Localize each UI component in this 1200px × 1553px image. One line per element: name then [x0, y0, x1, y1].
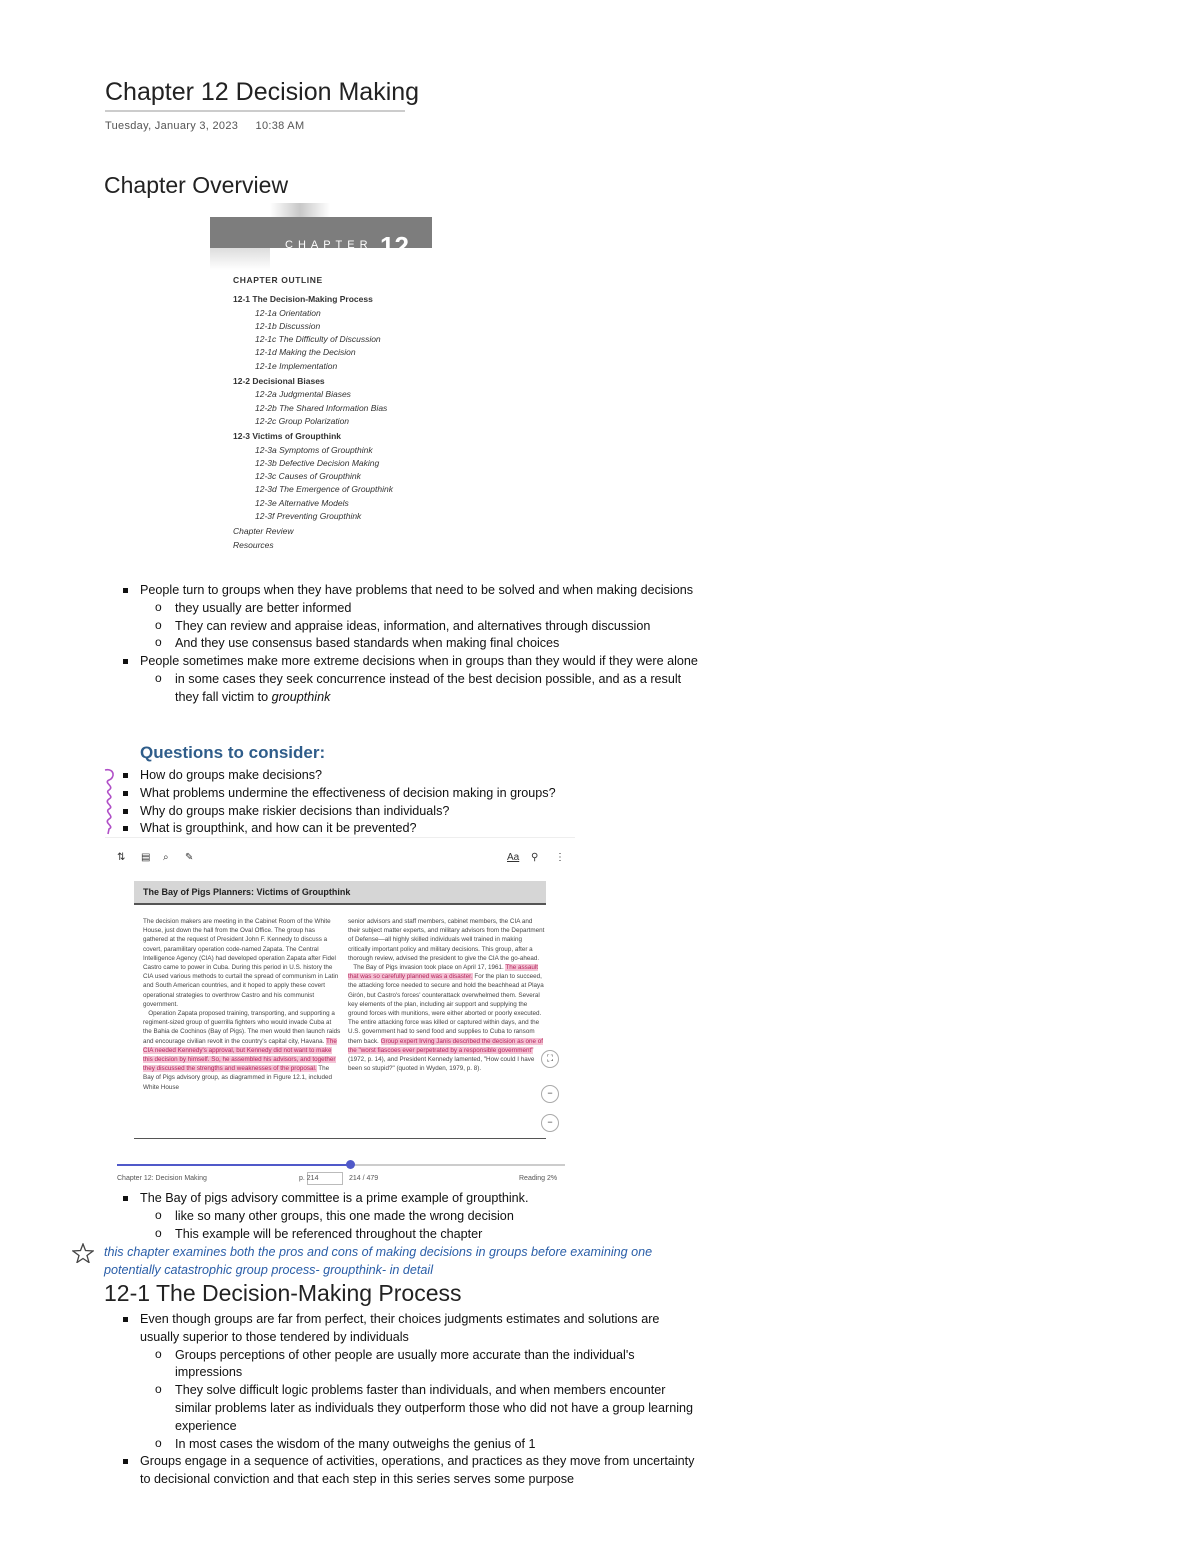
chapter-outline-image — [200, 203, 440, 563]
section-heading: 12-1 The Decision-Making Process — [104, 1280, 462, 1306]
questions-heading: Questions to consider: — [140, 743, 326, 762]
footer-chapter: Chapter 12: Decision Making — [117, 1175, 207, 1182]
highlighted-text[interactable]: The CIA needed Kennedy's approval, but Kennedy did not want to make this decision by himself. So, he assembled his advisors, and together they discussed the strengths and weaknesses of the proposal. — [143, 1037, 337, 1073]
question-item: What is groupthink, and how can it be prevented? — [120, 820, 700, 838]
outline-subsection: 12-3a Symptoms of Groupthink — [255, 444, 373, 455]
chapter-summary-note: this chapter examines both the pros and cons of making decisions in groups before examining one potentially catastrophic group process- groupthink- in detail — [104, 1245, 653, 1277]
pin-icon[interactable]: ⚲ — [531, 852, 539, 863]
column-text: The Bay of Pigs invasion took place on April 17, 1961. — [353, 964, 504, 972]
ereader-screenshot — [105, 837, 575, 1188]
chapter-banner — [210, 217, 432, 261]
outline-subsection: 12-1e Implementation — [255, 360, 338, 371]
list-subitem: o This example will be referenced throughout the chapter — [120, 1226, 700, 1244]
outline-subsection: 12-3e Alternative Models — [255, 497, 349, 508]
question-item: How do groups make decisions? — [120, 767, 700, 785]
outline-subsection: 12-2a Judgmental Biases — [255, 389, 351, 400]
page-column-right — [348, 917, 546, 1073]
questions-list — [120, 767, 700, 838]
list-subitem: o they usually are better informed — [120, 600, 700, 618]
expand-icon[interactable]: ⛶ — [541, 1050, 559, 1068]
column-text: (1972, p. 14), and President Kennedy lamented, "How could I have been so stupid?" (quoted in Wyden, 1979, p. 8). — [348, 1056, 535, 1073]
groupthink-term: groupthink — [271, 689, 331, 704]
list-subitem: o Groups perceptions of other people are usually more accurate than the individual's impressions — [120, 1347, 700, 1383]
progress-handle[interactable] — [346, 1160, 355, 1169]
question-item: Why do groups make riskier decisions than individuals? — [120, 803, 700, 821]
edit-icon[interactable]: ✎ — [185, 852, 194, 863]
question-item: What problems undermine the effectiveness of decision making in groups? — [120, 785, 700, 803]
star-tag-icon — [72, 1243, 94, 1263]
chapter-number: 12 — [380, 231, 409, 261]
note-title[interactable]: Chapter 12 Decision Making — [105, 78, 405, 112]
outline-subsection: 12-1b Discussion — [255, 320, 321, 331]
outline-subsection: 12-3f Preventing Groupthink — [255, 511, 362, 522]
decision-process-bullets — [120, 1311, 700, 1489]
chapter-word: CHAPTER — [285, 239, 373, 251]
zoom-reset-button[interactable]: − — [541, 1114, 559, 1132]
reader-toolbar — [105, 843, 575, 871]
outline-item: Resources — [233, 539, 274, 550]
outline-subsection: 12-1c The Difficulty of Discussion — [255, 334, 381, 345]
more-icon[interactable]: ⋮ — [555, 852, 565, 863]
footer-page[interactable]: p. 214 — [299, 1175, 319, 1182]
zoom-out-button[interactable]: − — [541, 1085, 559, 1103]
column-text: senior advisors and staff members, cabinet members, the CIA and their subject matter experts, and military advisors from the Department of Defense—all highly skilled individuals well trained in making critically important policy and military decisions. This group, after a thorough review, advised the president to give the CIA the go-ahead. — [348, 918, 545, 962]
progress-fill — [117, 1164, 350, 1166]
chapter-outline — [233, 274, 393, 552]
outline-subsection: 12-1a Orientation — [255, 307, 321, 318]
banner-shadow — [210, 248, 270, 270]
list-subitem: o And they use consensus based standards when making final choices — [120, 635, 700, 653]
list-subitem: o In most cases the wisdom of the many outweighs the genius of 1 — [120, 1436, 700, 1454]
box-header — [134, 881, 546, 905]
column-text: The decision makers are meeting in the Cabinet Room of the White House, just down the hall from the Oval Office. The group has gathered at the request of President John F. Kennedy to discuss a covert, paramilitary operation code-named Zapata. The Central Intelligence Agency (CIA) had developed operation Zapata after Fidel Castro came to power in Cuba. During this period in U.S. history the CIA used various methods to curtail the spread of communism in Latin and South American countries, and it hoped to apply these covert operational strategies to overthrow Castro and his communist government. — [143, 918, 339, 1008]
banner-decoration — [270, 203, 330, 217]
list-item: People sometimes make more extreme decisions when in groups than they would if they were alone — [120, 653, 700, 671]
question-mark-squiggle-icon — [101, 766, 119, 836]
overview-bullets — [120, 582, 700, 707]
outline-subsection: 12-2c Group Polarization — [255, 415, 350, 426]
outline-heading: CHAPTER OUTLINE — [233, 275, 323, 285]
column-text: For the plan to succeed, the attacking force needed to secure and hold the beachhead at Playa Girón, but Castro's forces' counterattack overwhelmed them. Several key elements of the plan, including air support and supplying the ground forces with munitions, were either aborted or poorly executed. The entire attacking force was killed or captured within days, and the U.S. government had to send food and supplies to Cuba to ransom them back. — [348, 973, 544, 1045]
reader-page — [134, 881, 546, 1141]
list-subitem: o like so many other groups, this one made the wrong decision — [120, 1208, 700, 1226]
text-size-icon[interactable]: Aa — [507, 852, 520, 863]
overview-heading: Chapter Overview — [104, 172, 289, 198]
outline-subsection: 12-3d The Emergence of Groupthink — [255, 484, 393, 495]
list-subitem — [120, 671, 700, 707]
outline-subsection: 12-2b The Shared Information Bias — [255, 402, 388, 413]
list-item: People turn to groups when they have problems that need to be solved and when making decisions — [120, 582, 700, 600]
footer-page-count: 214 / 479 — [349, 1175, 379, 1182]
column-text: The Bay of Pigs advisory group, as diagrammed in Figure 12.1, included White House — [143, 1065, 333, 1091]
highlighted-text[interactable]: The assault that was so carefully planned was a disaster. — [348, 964, 538, 981]
subitem-text: in some cases they seek concurrence instead of the best decision possible, and as a result they fall victim to — [175, 671, 682, 704]
footer-progress: Reading 2% — [519, 1175, 558, 1182]
outline-section: 12-3 Victims of Groupthink — [233, 431, 342, 442]
outline-section: 12-1 The Decision-Making Process — [233, 294, 373, 305]
note-date: Tuesday, January 3, 2023 — [105, 120, 239, 132]
box-title: The Bay of Pigs Planners: Victims of Groupthink — [143, 887, 351, 897]
page-divider — [134, 1138, 546, 1139]
bay-of-pigs-bullets — [120, 1190, 700, 1243]
list-subitem: o They solve difficult logic problems faster than individuals, and when members encounter similar problems later as individuals they outperform those who did not have a group learning experience — [120, 1382, 700, 1435]
outline-subsection: 12-1d Making the Decision — [255, 347, 356, 358]
note-datetime — [105, 120, 318, 132]
outline-item: Chapter Review — [233, 526, 294, 537]
list-subitem: o They can review and appraise ideas, information, and alternatives through discussion — [120, 618, 700, 636]
outline-subsection: 12-3b Defective Decision Making — [255, 457, 380, 468]
highlighted-text[interactable]: Group expert Irving Janis described the decision as one of the "worst fiascoes ever perpetrated by a responsible government" — [348, 1037, 543, 1054]
sort-icon[interactable]: ⇅ — [117, 852, 126, 863]
outline-subsection: 12-3c Causes of Groupthink — [255, 471, 361, 482]
outline-section: 12-2 Decisional Biases — [233, 376, 325, 387]
page-column-left — [143, 917, 341, 1092]
search-icon[interactable]: ⌕ — [163, 852, 169, 863]
column-text: Operation Zapata proposed training, transporting, and supporting a regiment-sized group of guerrilla fighters who would invade Cuba at the Bahia de Cochinos (Bay of Pigs). The men would then launch raids and encourage civilian revolt in the country's capital city, Havana. — [143, 1010, 341, 1045]
contents-icon[interactable]: ▤ — [141, 852, 151, 863]
list-item: Even though groups are far from perfect, their choices judgments estimates and solutions are usually superior to those tendered by individuals — [120, 1311, 700, 1347]
list-item: Groups engage in a sequence of activities, operations, and practices as they move from uncertainty to decisional conviction and that each step in this series serves some purpose — [120, 1453, 700, 1489]
list-item: The Bay of pigs advisory committee is a prime example of groupthink. — [120, 1190, 700, 1208]
note-time: 10:38 AM — [255, 120, 305, 132]
